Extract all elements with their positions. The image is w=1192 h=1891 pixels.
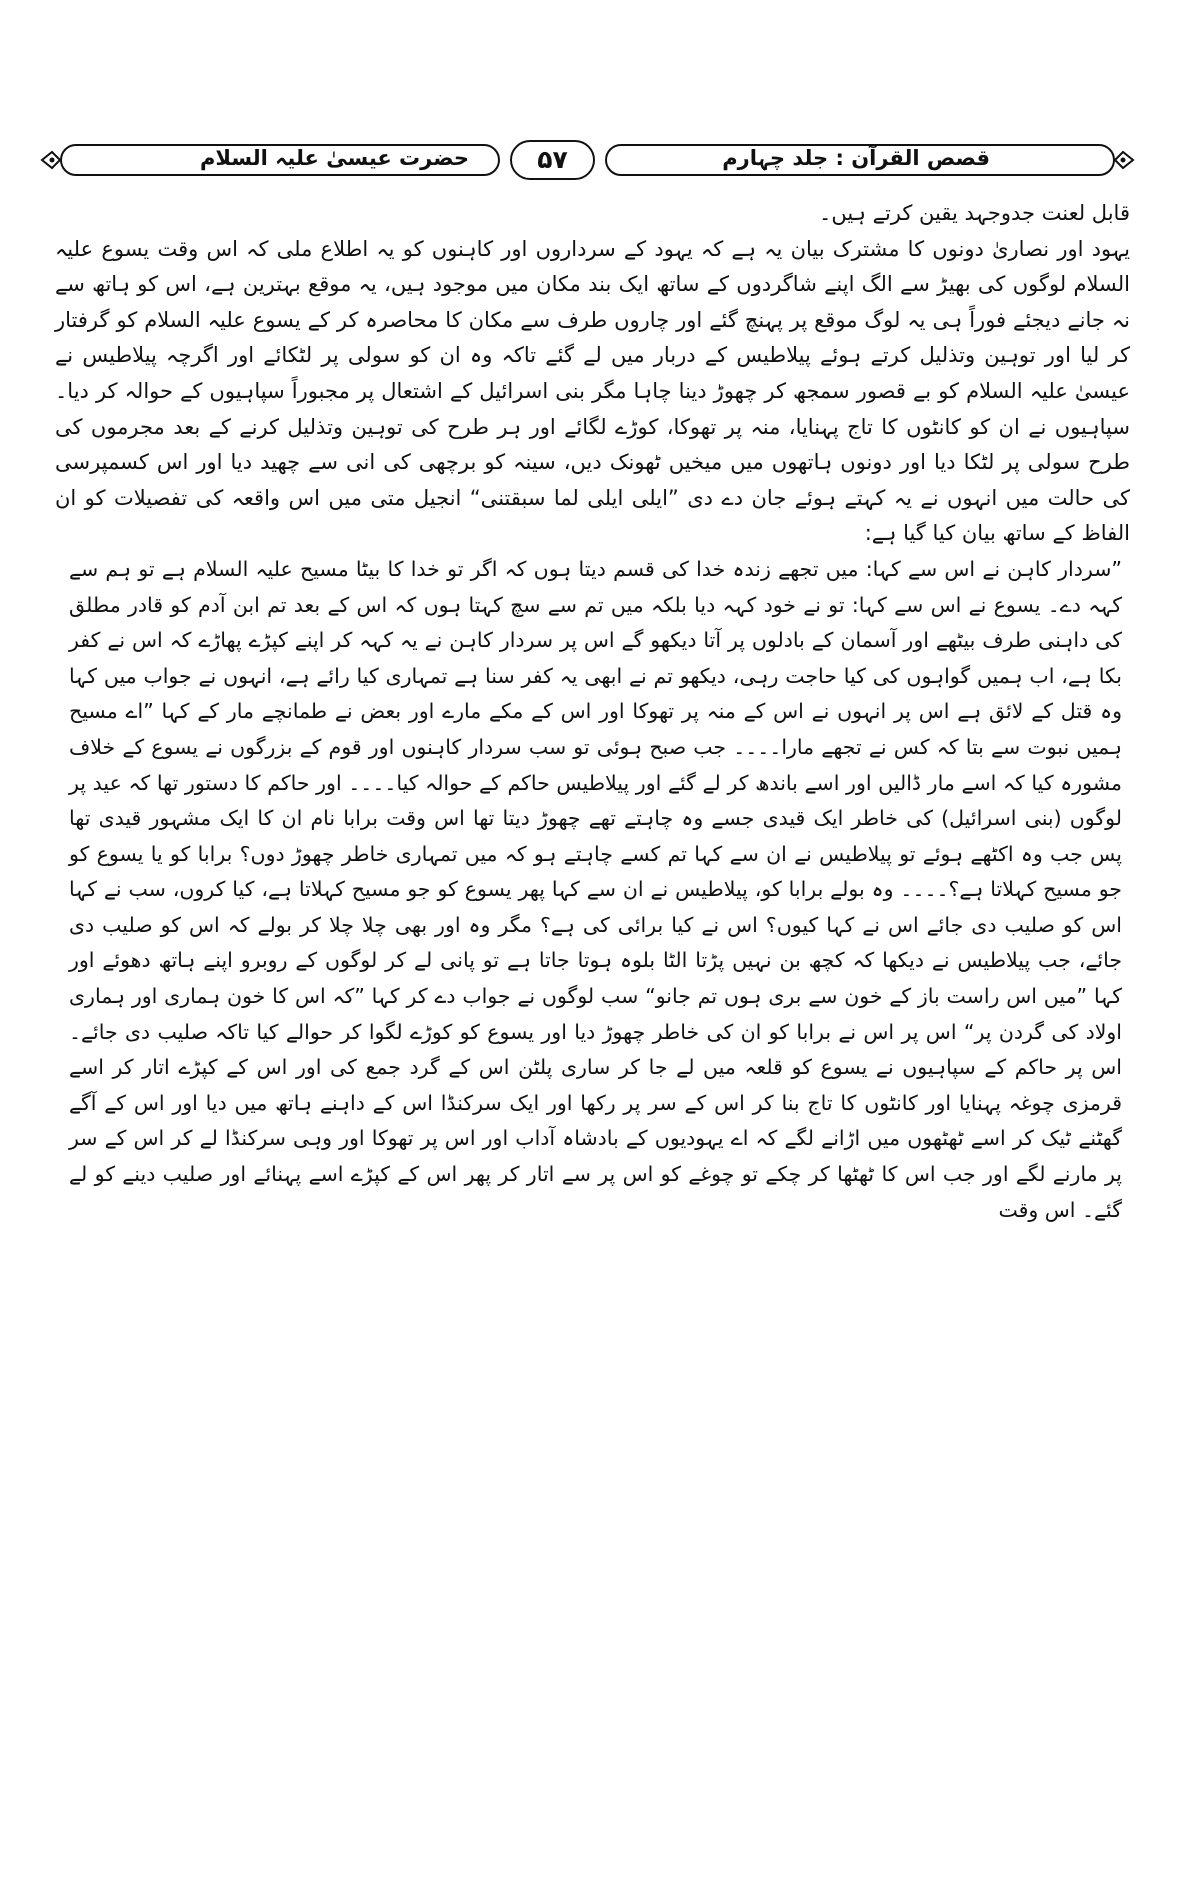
chapter-title: حضرت عیسیٰ علیہ السلام bbox=[200, 146, 470, 170]
ornament-left-icon bbox=[40, 148, 62, 172]
paragraph-main: یہود اور نصاریٰ دونوں کا مشترک بیان یہ ہے کہ یہود کے سرداروں اور کاہنوں کو یہ اطلاع ملی کہ اس وقت یسوع علیہ السلام لوگوں کی بھیڑ سے الگ اپنے شاگردوں کے ساتھ ایک بند مکان میں موجود ہیں، یہ موقع بہترین ہے، اس کو ہاتھ سے نہ جانے دیجئے فوراً ہی یہ لوگ موقع پر پہنچ گئے اور چاروں طرف سے مکان کا محاصرہ کر کے یسوع علیہ السلام کو گرفتار کر لیا اور توہین وتذلیل کرتے ہوئے پیلاطیس کے دربار میں لے گئے تاکہ وہ ان کو سولی پر لٹکائے اور اگرچہ پیلاطیس نے عیسیٰ علیہ السلام کو بے قصور سمجھ کر چھوڑ دینا چاہا مگر بنی اسرائیل کے اشتعال پر مجبوراً سپاہیوں کے حوالہ کر دیا۔ سپاہیوں نے ان کو کانٹوں کا تاج پہنایا، منہ پر تھوکا، کوڑے لگائے اور ہر طرح کی توہین وتذلیل کرنے کے بعد مجرموں کی طرح سولی پر لٹکا دیا اور دونوں ہاتھوں میں میخیں ٹھونک دیں، سینہ کو برچھی کی انی سے چھید دیا اور اس کسمپرسی کی حالت میں انہوں نے یہ کہتے ہوئے جان دے دی ”ایلی ایلی لما سبقتنی“ انجیل متی میں اس واقعہ کی تفصیلات کو ان الفاظ کے ساتھ بیان کیا گیا ہے: bbox=[55, 236, 1130, 546]
page-body bbox=[55, 196, 1130, 1228]
page-number: ۵۷ bbox=[537, 145, 568, 174]
book-title: قصص القرآن : جلد چہارم bbox=[722, 146, 990, 170]
ornament-right-icon bbox=[1113, 148, 1135, 172]
gospel-quotation: ”سردار کاہن نے اس سے کہا: میں تجھے زندہ خدا کی قسم دیتا ہوں کہ اگر تو خدا کا بیٹا مسیح علیہ السلام ہے تو ہم سے کہہ دے۔ یسوع نے اس سے کہا: تو نے خود کہہ دیا بلکہ میں تم سے سچ کہتا ہوں کہ اس کے بعد تم ابن آدم کو قادر مطلق کی داہنی طرف بیٹھے اور آسمان کے بادلوں پر آتا دیکھو گے اس پر سردار کاہن نے یہ کہہ کر اپنے کپڑے پھاڑے کہ اس نے کفر بکا ہے، اب ہمیں گواہوں کی کیا حاجت رہی، دیکھو تم نے ابھی یہ کفر سنا ہے تمہاری کیا رائے ہے، انہوں نے جواب میں کہا وہ قتل کے لائق ہے اس پر انہوں نے اس کے منہ پر تھوکا اور اس کے مکے مارے اور بعض نے طمانچے مار کے کہا ”اے مسیح ہمیں نبوت سے بتا کہ کس نے تجھے مارا۔۔۔۔ جب صبح ہوئی تو سب سردار کاہنوں اور قوم کے بزرگوں نے یسوع کے خلاف مشورہ کیا کہ اسے مار ڈالیں اور اسے باندھ کر لے گئے اور پیلاطیس حاکم کے حوالہ کیا۔۔۔۔ اور حاکم کا دستور تھا کہ عید پر لوگوں (بنی اسرائیل) کی خاطر ایک قیدی جسے وہ چاہتے تھے چھوڑ دیتا تھا اس وقت برابا نام ان کا ایک مشہور قیدی تھا پس جب وہ اکٹھے ہوئے تو پیلاطیس نے ان سے کہا تم کسے چاہتے ہو کہ میں تمہاری خاطر چھوڑ دوں؟ برابا کو یا یسوع کو جو مسیح کہلاتا ہے؟۔۔۔۔ وہ بولے برابا کو، پیلاطیس نے ان سے کہا پھر یسوع کو جو مسیح کہلاتا ہے، کیا کروں، سب نے کہا اس کو صلیب دی جائے اس نے کہا کیوں؟ اس نے کیا برائی کی ہے؟ مگر وہ اور بھی چلا چلا کر بولے کہ اس کو صلیب دی جائے، جب پیلاطیس نے دیکھا کہ کچھ بن نہیں پڑتا الٹا بلوہ ہوتا جاتا ہے تو پانی لے کر لوگوں کے روبرو اپنے ہاتھ دھوئے اور کہا ”میں اس راست باز کے خون سے بری ہوں تم جانو“ سب لوگوں نے جواب دے کر کہا ”کہ اس کا خون ہماری اور ہماری اولاد کی گردن پر“ اس پر اس نے برابا کو ان کی خاطر چھوڑ دیا اور یسوع کو کوڑے لگوا کر حوالے کیا تاکہ صلیب دی جائے۔ اس پر حاکم کے سپاہیوں نے یسوع کو قلعہ میں لے جا کر ساری پلٹن اس کے گرد جمع کی اور اس کے کپڑے اتار کر اسے قرمزی چوغہ پہنایا اور کانٹوں کا تاج بنا کر اس کے سر پر رکھا اور ایک سرکنڈا اس کے داہنے ہاتھ میں دیا اور اس کے آگے گھٹنے ٹیک کر اسے ٹھٹھوں میں اڑانے لگے کہ اے یہودیوں کے بادشاہ آداب اور اس پر تھوکا اور وہی سرکنڈا لے کر اس کے سر پر مارنے لگے اور جب اس کا ٹھٹھا کر چکے تو چوغے کو اس پر سے اتار کر پھر اس کے کپڑے اسے پہنائے اور صلیب دینے کو لے گئے۔ اس وقت bbox=[69, 556, 1122, 1222]
page-header bbox=[40, 140, 1135, 184]
page-number-badge bbox=[510, 140, 595, 180]
paragraph-continuation: قابل لعنت جدوجہد یقین کرتے ہیں۔ bbox=[819, 201, 1130, 225]
